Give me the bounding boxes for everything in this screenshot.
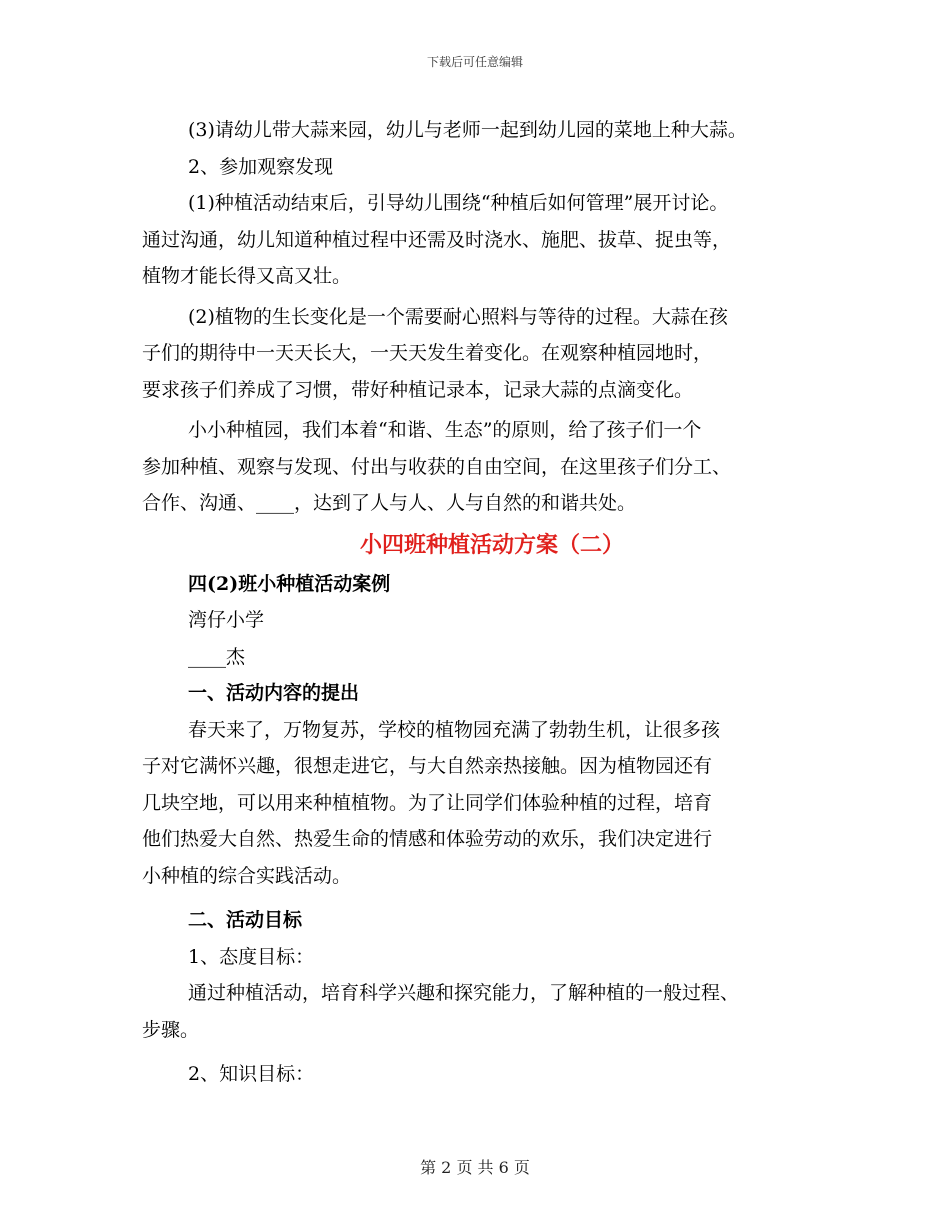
page-header-note: 下载后可任意编辑	[426, 55, 523, 69]
paragraph-summary-line-3: 合作、沟通、____，达到了人与人、人与自然的和谐共处。	[142, 492, 637, 514]
goal-attitude-line-2: 步骤。	[142, 1018, 200, 1041]
page-number-footer: 第 2 页 共 6 页	[420, 1158, 530, 1177]
goal-attitude-heading: 1、态度目标：	[188, 945, 315, 968]
proposal-line-2: 子对它满怀兴趣，很想走进它，与大自然亲热接触。因为植物园还有	[142, 755, 713, 777]
proposal-line-3: 几块空地，可以用来种植植物。为了让同学们体验种植的过程，培育	[142, 791, 713, 814]
heading-activity-goals: 二、活动目标	[188, 909, 303, 931]
paragraph-observe-1-line-3: 植物才能长得又高又壮。	[142, 265, 352, 287]
paragraph-observe-heading: 2、参加观察发现	[188, 155, 334, 178]
section-title: 小四班种植活动方案（二）	[359, 531, 624, 558]
paragraph-observe-1-line-2: 通过沟通，幼儿知道种植过程中还需及时浇水、施肥、拔草、捉虫等，	[142, 228, 732, 251]
proposal-line-5: 小种植的综合实践活动。	[142, 864, 352, 887]
case-school: 湾仔小学	[188, 609, 265, 631]
case-author: ____杰	[188, 645, 246, 668]
paragraph-observe-1-line-1: (1)种植活动结束后，引导幼儿围绕“种植后如何管理”展开讨论。	[188, 192, 729, 214]
goal-attitude-line-1: 通过种植活动，培育科学兴趣和探究能力，了解种植的一般过程、	[188, 982, 740, 1004]
paragraph-observe-2-line-3: 要求孩子们养成了习惯，带好种植记录本，记录大蒜的点滴变化。	[142, 378, 694, 401]
paragraph-summary-line-1: 小小种植园，我们本着“和谐、生态”的原则，给了孩子们一个	[188, 419, 702, 441]
goal-knowledge-heading: 2、知识目标：	[188, 1063, 315, 1085]
proposal-line-4: 他们热爱大自然、热爱生命的情感和体验劳动的欢乐，我们决定进行	[142, 828, 713, 850]
document-body	[142, 112, 822, 1093]
case-heading: 四(2)班小种植活动案例	[188, 572, 391, 595]
paragraph-observe-2-line-1: (2)植物的生长变化是一个需要耐心照料与等待的过程。大蒜在孩	[188, 305, 728, 328]
paragraph-summary-line-2: 参加种植、观察与发现、付出与收获的自由空间，在这里孩子们分工、	[142, 455, 732, 478]
heading-activity-proposal: 一、活动内容的提出	[188, 682, 360, 704]
paragraph-step-3: (3)请幼儿带大蒜来园，幼儿与老师一起到幼儿园的菜地上种大蒜。	[188, 119, 747, 141]
paragraph-observe-2-line-2: 子们的期待中一天天长大，一天天发生着变化。在观察种植园地时，	[142, 342, 713, 364]
proposal-line-1: 春天来了，万物复苏，学校的植物园充满了勃勃生机，让很多孩	[188, 718, 721, 741]
